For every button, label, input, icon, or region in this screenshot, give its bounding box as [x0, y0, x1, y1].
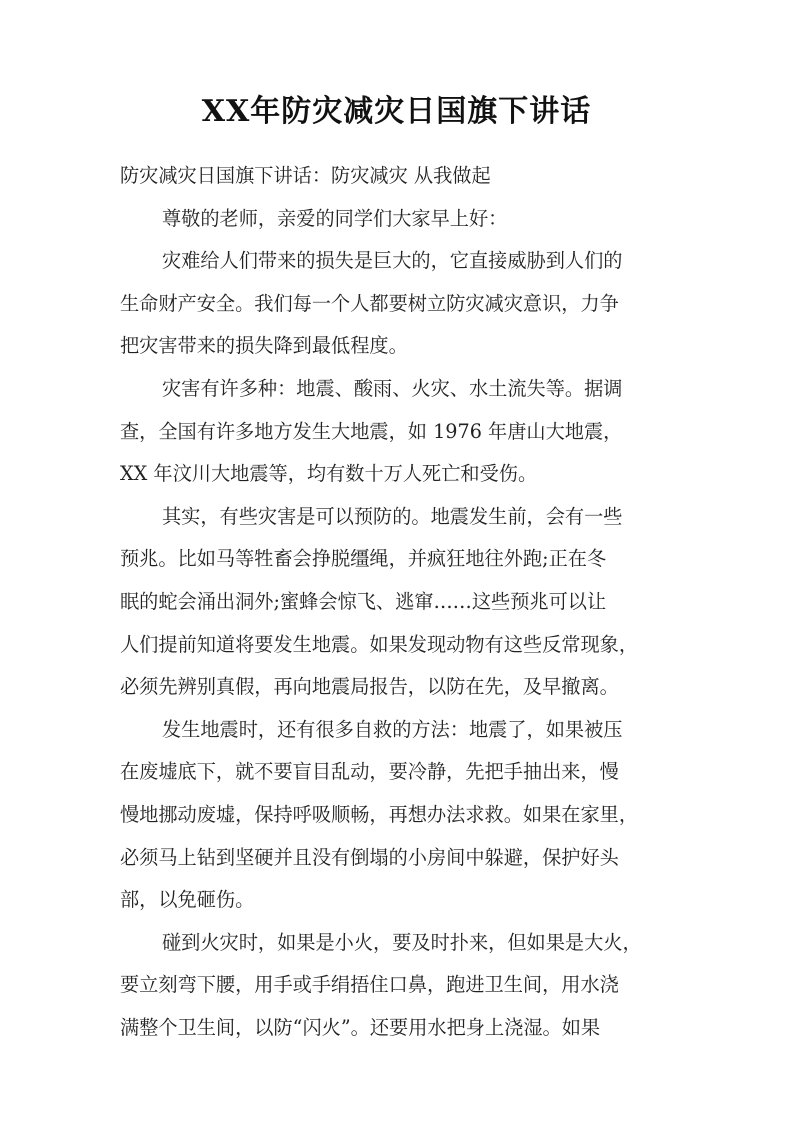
paragraph-line: 在废墟底下，就不要盲目乱动，要冷静，先把手抽出来，慢 — [120, 760, 619, 784]
paragraph-line: 预兆。比如马等牲畜会挣脱缰绳，并疯狂地往外跑;正在冬 — [120, 547, 607, 571]
paragraph-line: 必须马上钻到坚硬并且没有倒塌的小房间中躲避，保护好头 — [120, 845, 619, 869]
paragraph-line: 把灾害带来的损失降到最低程度。 — [120, 334, 408, 358]
paragraph-line: 生命财产安全。我们每一个人都要树立防灾减灾意识，力争 — [120, 291, 619, 315]
paragraph-earthquake-selfrescue — [120, 709, 680, 922]
paragraph-line: 灾难给人们带来的损失是巨大的，它直接威胁到人们的 — [162, 249, 623, 273]
paragraph-line: 查，全国有许多地方发生大地震，如 1976 年唐山大地震， — [120, 419, 623, 443]
paragraph-line: 碰到火灾时，如果是小火，要及时扑来，但如果是大火， — [162, 930, 642, 954]
paragraph-prevention — [120, 496, 680, 709]
paragraph-impact — [120, 240, 680, 368]
paragraph-line: 眠的蛇会涌出洞外;蜜蜂会惊飞、逃窜……这些预兆可以让 — [120, 589, 607, 613]
paragraph-line: 必须先辨别真假，再向地震局报告，以防在先，及早撤离。 — [120, 675, 619, 699]
paragraph-line: 满整个卫生间，以防“闪火”。还要用水把身上浇湿。如果 — [120, 1015, 601, 1039]
paragraph-line: 发生地震时，还有很多自救的方法：地震了，如果被压 — [162, 717, 623, 741]
paragraph-line: 人们提前知道将要发生地震。如果发现动物有这些反常现象， — [120, 632, 639, 656]
paragraph-line: 其实，有些灾害是可以预防的。地震发生前，会有一些 — [162, 504, 623, 528]
paragraph-line: XX 年汶川大地震等，均有数十万人死亡和受伤。 — [120, 462, 538, 486]
paragraph-line: 部，以免砸伤。 — [120, 888, 255, 912]
document-title: XX年防灾减灾日国旗下讲话 — [201, 94, 592, 129]
greeting: 尊敬的老师，亲爱的同学们大家早上好： — [162, 206, 508, 230]
subtitle: 防灾减灾日国旗下讲话：防灾减灾 从我做起 — [120, 164, 491, 187]
paragraph-disaster-types — [120, 368, 680, 496]
document-body — [120, 155, 680, 1049]
paragraph-line: 要立刻弯下腰，用手或手绢捂住口鼻，跑进卫生间，用水浇 — [120, 973, 619, 997]
paragraph-line: 慢地挪动废墟，保持呼吸顺畅，再想办法求救。如果在家里， — [120, 802, 639, 826]
paragraph-fire — [120, 922, 680, 1050]
paragraph-line: 灾害有许多种：地震、酸雨、火灾、水土流失等。据调 — [162, 376, 623, 400]
